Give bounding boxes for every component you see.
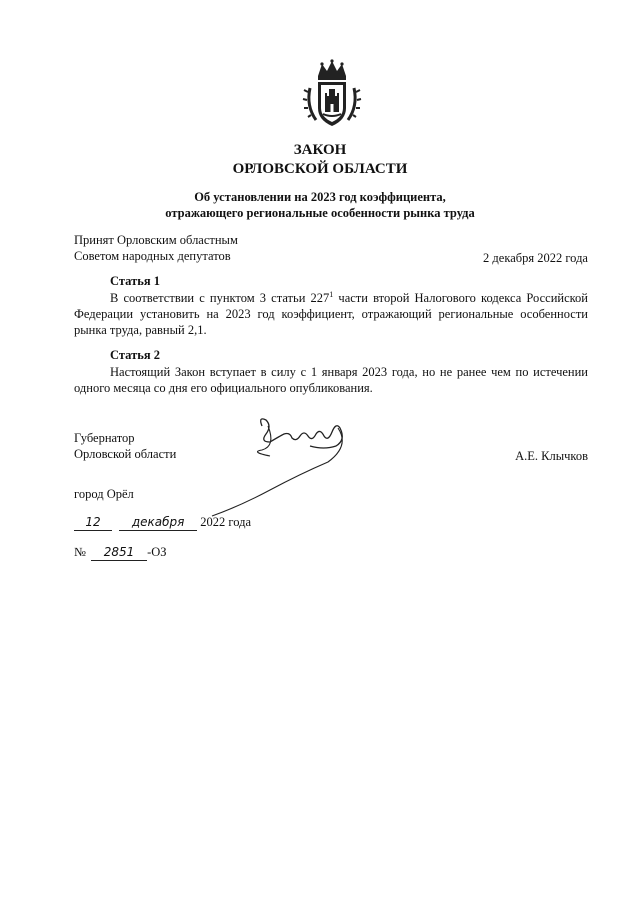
signing-day: 12 [74, 514, 112, 531]
law-number [74, 544, 167, 561]
handwritten-signature [200, 412, 360, 522]
law-number-suffix: -ОЗ [147, 545, 167, 559]
article-1-text-end: части второй Налогового кодекса Российской Федерации установить на 2023 год коэффициент, отражающий региональные особенности рынка труда, равный 2,1. [74, 291, 588, 337]
article-1-heading: Статья 1 [110, 274, 160, 288]
adoption-body-line-2: Советом народных депутатов [74, 249, 231, 263]
law-subject-line-1: Об установлении на 2023 год коэффициента, [194, 190, 446, 204]
article-1-text [74, 290, 588, 338]
adoption-body-line-1: Принят Орловским областным [74, 233, 238, 247]
adoption-date: 2 декабря 2022 года [483, 251, 588, 265]
article-2-text-body: Настоящий Закон вступает в силу с 1 января 2023 года, но не ранее чем по истечении одного месяца со дня его официального опубликования. [74, 365, 588, 395]
region-title: ОРЛОВСКОЙ ОБЛАСТИ [232, 161, 408, 177]
coat-of-arms-emblem [296, 58, 368, 130]
signatory-position-line-1: Губернатор [74, 431, 135, 445]
article-1-superscript: 1 [329, 289, 334, 299]
law-subject-line-2: отражающего региональные особенности рынка труда [165, 206, 475, 220]
article-2-heading: Статья 2 [110, 348, 160, 362]
law-number-value: 2851 [91, 544, 147, 561]
signatory-name: А.Е. Клычков [515, 449, 588, 463]
law-number-prefix: № [74, 545, 86, 559]
signatory-position-line-2: Орловской области [74, 447, 177, 461]
signing-year: 2022 года [200, 515, 251, 529]
article-2-text [74, 364, 588, 396]
place-of-signing: город Орёл [74, 487, 134, 501]
signing-date [74, 514, 251, 531]
article-1-text-start: В соответствии с пунктом 3 статьи 227 [110, 291, 330, 305]
law-title: ЗАКОН [293, 142, 347, 158]
signing-month: декабря [119, 514, 197, 531]
